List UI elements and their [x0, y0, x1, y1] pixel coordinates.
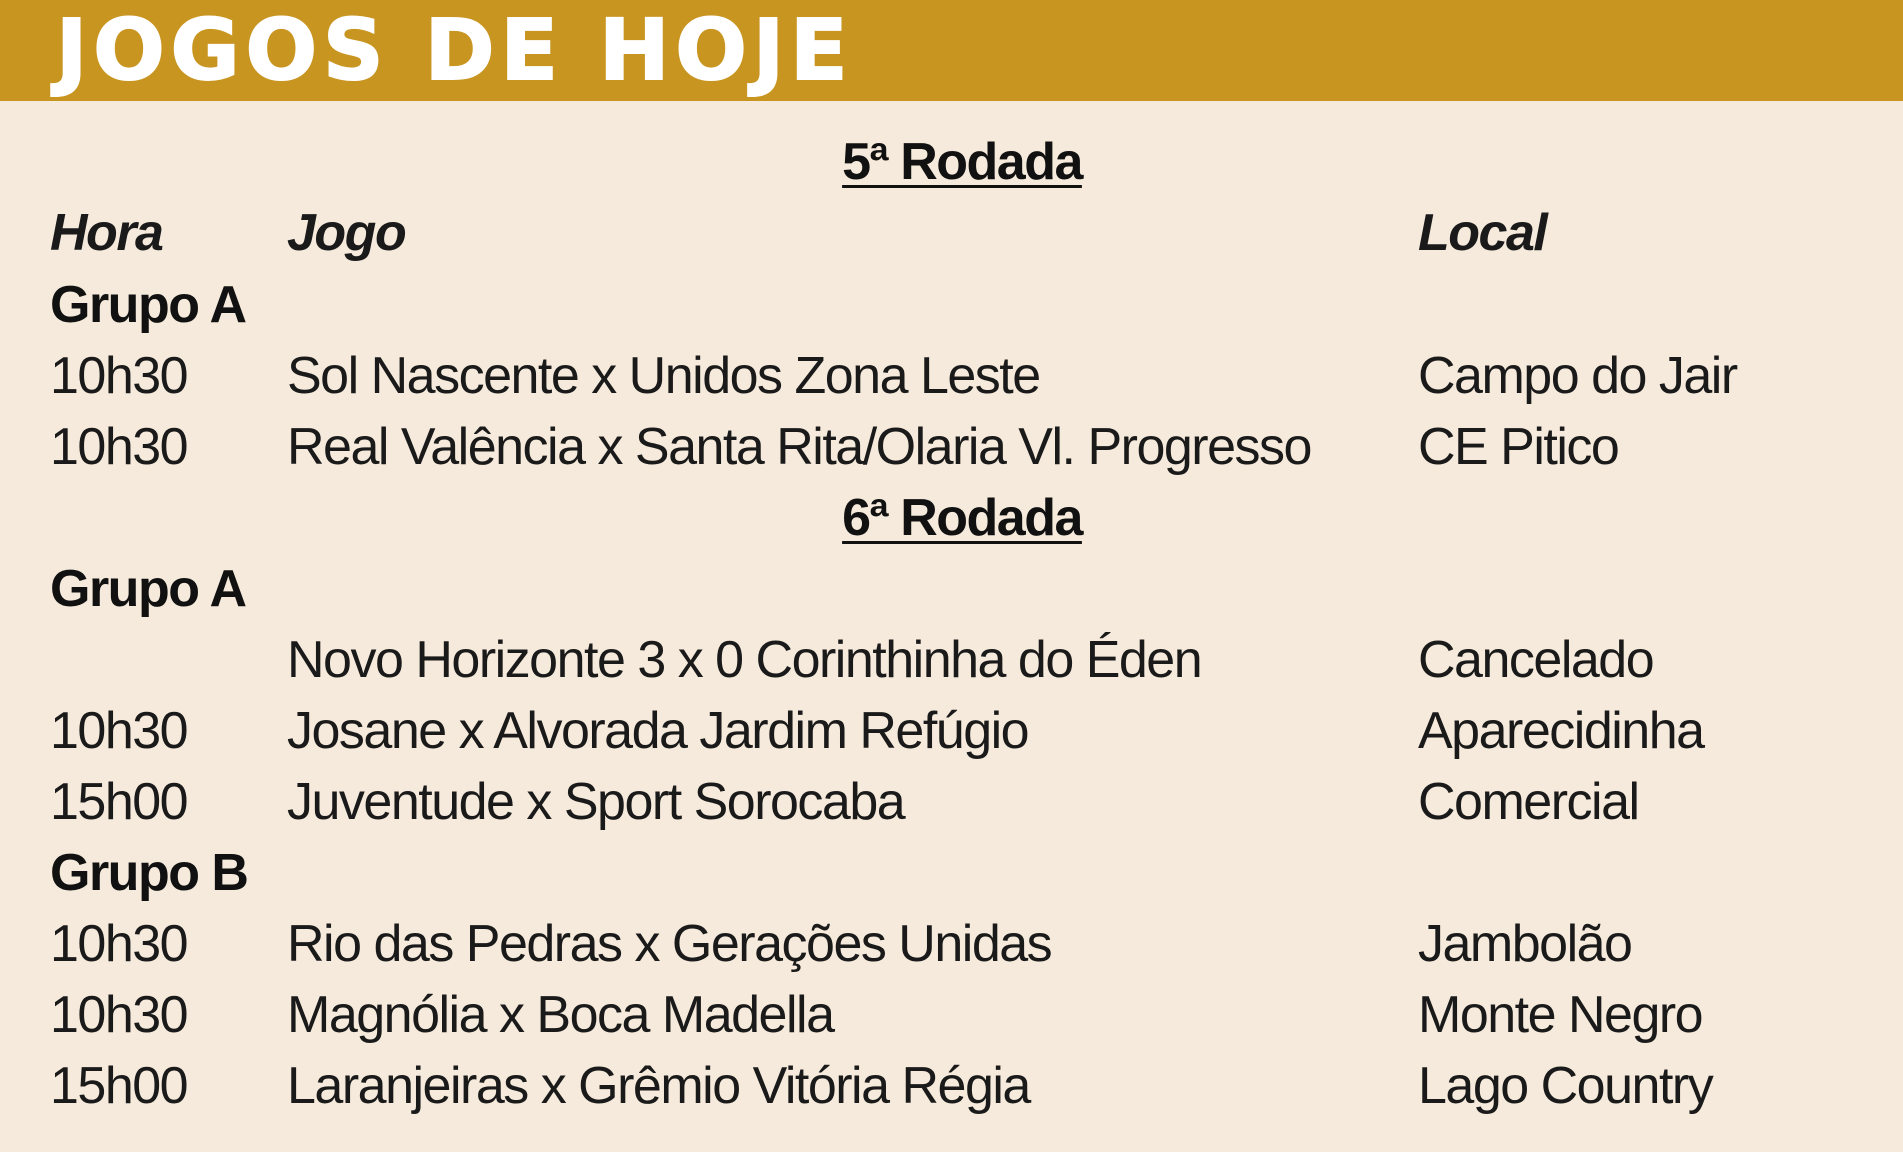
game-match: Rio das Pedras x Gerações Unidas: [287, 915, 1052, 973]
game-match: Sol Nascente x Unidos Zona Leste: [287, 347, 1040, 405]
game-row: [0, 767, 1903, 837]
game-row: [0, 625, 1903, 695]
game-venue: Comercial: [1418, 773, 1639, 831]
game-time: 10h30: [50, 915, 188, 973]
game-match: Magnólia x Boca Madella: [287, 986, 834, 1044]
column-header-hora: Hora: [50, 204, 163, 262]
game-venue: Lago Country: [1418, 1057, 1713, 1115]
group-title: Grupo A: [50, 560, 246, 618]
page-title: JOGOS DE HOJE: [56, 1, 854, 99]
game-time: 15h00: [50, 1057, 188, 1115]
game-row: [0, 909, 1903, 979]
game-venue: Jambolão: [1418, 915, 1632, 973]
game-match: Novo Horizonte 3 x 0 Corinthinha do Éden: [287, 631, 1202, 689]
game-row: [0, 1051, 1903, 1121]
game-match: Josane x Alvorada Jardim Refúgio: [287, 702, 1029, 760]
game-time: 10h30: [50, 702, 188, 760]
game-time: 15h00: [50, 773, 188, 831]
game-venue: Aparecidinha: [1418, 702, 1704, 760]
game-match: Real Valência x Santa Rita/Olaria Vl. Progresso: [287, 418, 1311, 476]
column-header-local: Local: [1418, 204, 1547, 262]
group-title: Grupo B: [50, 844, 248, 902]
game-venue: CE Pitico: [1418, 418, 1619, 476]
column-header-row: [0, 198, 1903, 268]
game-row: [0, 412, 1903, 482]
game-row: [0, 341, 1903, 411]
game-time: 10h30: [50, 986, 188, 1044]
game-row: [0, 696, 1903, 766]
column-header-jogo: Jogo: [287, 204, 406, 262]
game-row: [0, 980, 1903, 1050]
game-venue: Monte Negro: [1418, 986, 1703, 1044]
group-title: Grupo A: [50, 276, 246, 334]
schedule-table: [0, 101, 1903, 1152]
game-time: 10h30: [50, 418, 188, 476]
game-match: Laranjeiras x Grêmio Vitória Régia: [287, 1057, 1030, 1115]
game-venue: Campo do Jair: [1418, 347, 1737, 405]
header-bar: [0, 0, 1903, 101]
game-venue: Cancelado: [1418, 631, 1654, 689]
round-title: 5ª Rodada: [842, 133, 1082, 191]
game-time: 10h30: [50, 347, 188, 405]
game-match: Juventude x Sport Sorocaba: [287, 773, 905, 831]
round-title: 6ª Rodada: [842, 489, 1082, 547]
